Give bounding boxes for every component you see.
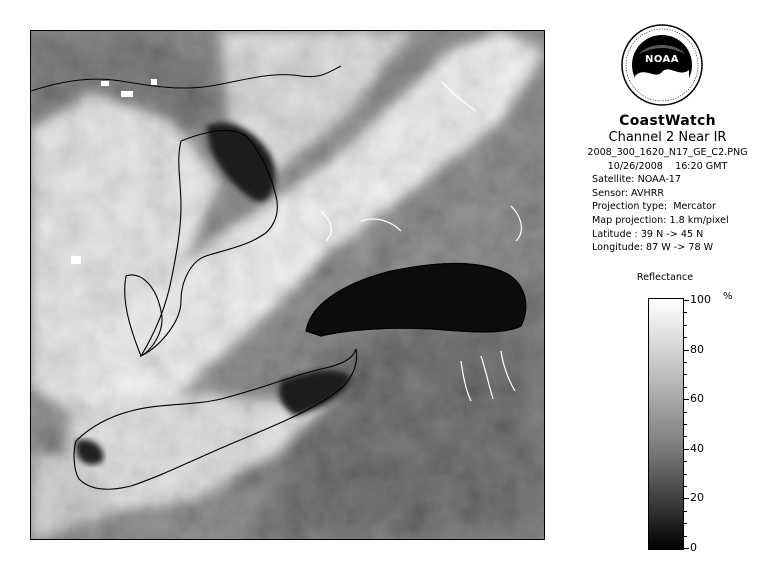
reflectance-colorbar bbox=[648, 298, 684, 550]
colorbar-tick-label: 80 bbox=[690, 343, 704, 356]
colorbar-tick-label: 0 bbox=[690, 541, 697, 554]
colorbar-tick bbox=[684, 399, 689, 400]
colorbar-minor-tick bbox=[684, 424, 687, 425]
noaa-logo bbox=[621, 24, 703, 106]
latitude-range: Latitude : 39 N -> 45 N bbox=[592, 228, 704, 240]
map-projection: Map projection: 1.8 km/pixel bbox=[592, 214, 729, 226]
colorbar-minor-tick bbox=[684, 511, 687, 512]
logo-text: NOAA bbox=[644, 54, 680, 65]
colorbar-minor-tick bbox=[684, 337, 687, 338]
brand-title: CoastWatch bbox=[619, 113, 716, 129]
colorbar-minor-tick bbox=[684, 387, 687, 388]
colorbar-minor-tick bbox=[684, 523, 687, 524]
colorbar-tick-label: 100 bbox=[690, 293, 711, 306]
datetime: 10/26/2008 16:20 GMT bbox=[607, 160, 728, 172]
sensor: Sensor: AVHRR bbox=[592, 187, 665, 199]
colorbar-minor-tick bbox=[684, 536, 687, 537]
map-svg bbox=[31, 31, 545, 540]
colorbar-minor-tick bbox=[684, 486, 687, 487]
colorbar-minor-tick bbox=[684, 325, 687, 326]
colorbar-minor-tick bbox=[684, 374, 687, 375]
colorbar-tick bbox=[684, 449, 689, 450]
colorbar-minor-tick bbox=[684, 362, 687, 363]
colorbar-tick-label: 20 bbox=[690, 491, 704, 504]
colorbar-minor-tick bbox=[684, 461, 687, 462]
channel-title: Channel 2 Near IR bbox=[608, 130, 727, 145]
colorbar-minor-tick bbox=[684, 412, 687, 413]
colorbar-tick-label: 60 bbox=[690, 392, 704, 405]
filename: 2008_300_1620_N17_GE_C2.PNG bbox=[587, 147, 748, 158]
colorbar-tick bbox=[684, 300, 689, 301]
colorbar-tick bbox=[684, 548, 689, 549]
colorbar-minor-tick bbox=[684, 474, 687, 475]
projection-type: Projection type: Mercator bbox=[592, 201, 716, 213]
colorbar-tick bbox=[684, 350, 689, 351]
info-panel bbox=[560, 113, 775, 255]
longitude-range: Longitude: 87 W -> 78 W bbox=[592, 242, 714, 254]
satellite: Satellite: NOAA-17 bbox=[592, 174, 681, 186]
colorbar-minor-tick bbox=[684, 312, 687, 313]
legend-unit: % bbox=[723, 291, 733, 302]
legend-title: Reflectance bbox=[636, 272, 694, 283]
colorbar-minor-tick bbox=[684, 436, 687, 437]
colorbar-tick bbox=[684, 498, 689, 499]
colorbar-tick-label: 40 bbox=[690, 442, 704, 455]
satellite-map[interactable] bbox=[30, 30, 545, 540]
noaa-seal-icon bbox=[621, 24, 703, 106]
